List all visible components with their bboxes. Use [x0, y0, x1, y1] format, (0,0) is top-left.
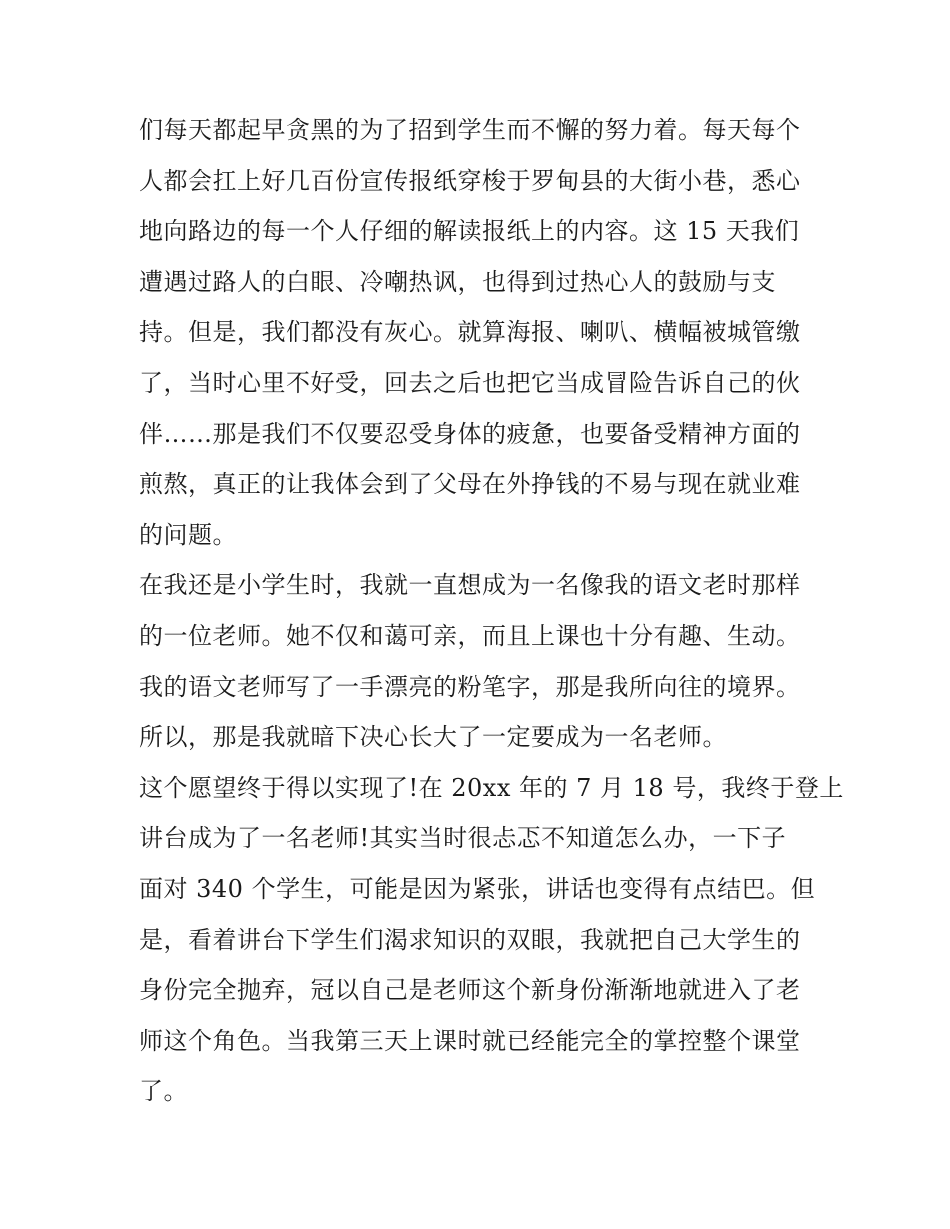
text-line: 身份完全抛弃，冠以自己是老师这个新身份渐渐地就进入了老: [139, 976, 801, 1005]
text-line: 是，看着讲台下学生们渴求知识的双眼，我就把自己大学生的: [139, 925, 801, 954]
text-line: 煎熬，真正的让我体会到了父母在外挣钱的不易与现在就业难: [139, 470, 801, 499]
text-line: 了。: [139, 1077, 188, 1106]
text-line: 师这个角色。当我第三天上课时就已经能完全的掌控整个课堂: [139, 1026, 801, 1055]
document-body: [139, 105, 844, 1117]
paragraph-1: [139, 105, 819, 560]
text-line: 讲台成为了一名老师!其实当时很忐忑不知道怎么办，一下子: [139, 824, 787, 853]
text-line: 地向路边的每一个人仔细的解读报纸上的内容。这 15 天我们: [139, 217, 800, 246]
text-line: 伴……那是我们不仅要忍受身体的疲惫，也要备受精神方面的: [139, 419, 801, 448]
text-line: 这个愿望终于得以实现了!在 20xx 年的 7 月 18 号，我终于登上: [139, 773, 844, 802]
paragraph-3: [139, 763, 844, 1117]
text-line: 我的语文老师写了一手漂亮的粉笔字，那是我所向往的境界。: [139, 672, 801, 701]
text-line: 们每天都起早贪黑的为了招到学生而不懈的努力着。每天每个: [139, 116, 801, 144]
text-line: 的一位老师。她不仅和蔼可亲，而且上课也十分有趣、生动。: [139, 621, 801, 650]
text-line: 所以，那是我就暗下决心长大了一定要成为一名老师。: [139, 723, 727, 752]
text-line: 的问题。: [139, 520, 237, 549]
text-line: 持。但是，我们都没有灰心。就算海报、喇叭、横幅被城管缴: [139, 318, 801, 347]
text-line: 面对 340 个学生，可能是因为紧张，讲话也变得有点结巴。但: [139, 874, 816, 903]
text-line: 在我还是小学生时，我就一直想成为一名像我的语文老时那样: [139, 571, 801, 600]
text-line: 遭遇过路人的白眼、冷嘲热讽，也得到过热心人的鼓励与支: [139, 267, 776, 296]
paragraph-2: [139, 560, 819, 762]
text-line: 了，当时心里不好受，回去之后也把它当成冒险告诉自己的伙: [139, 368, 801, 397]
text-line: 人都会扛上好几百份宣传报纸穿梭于罗甸县的大街小巷，悉心: [139, 166, 801, 195]
